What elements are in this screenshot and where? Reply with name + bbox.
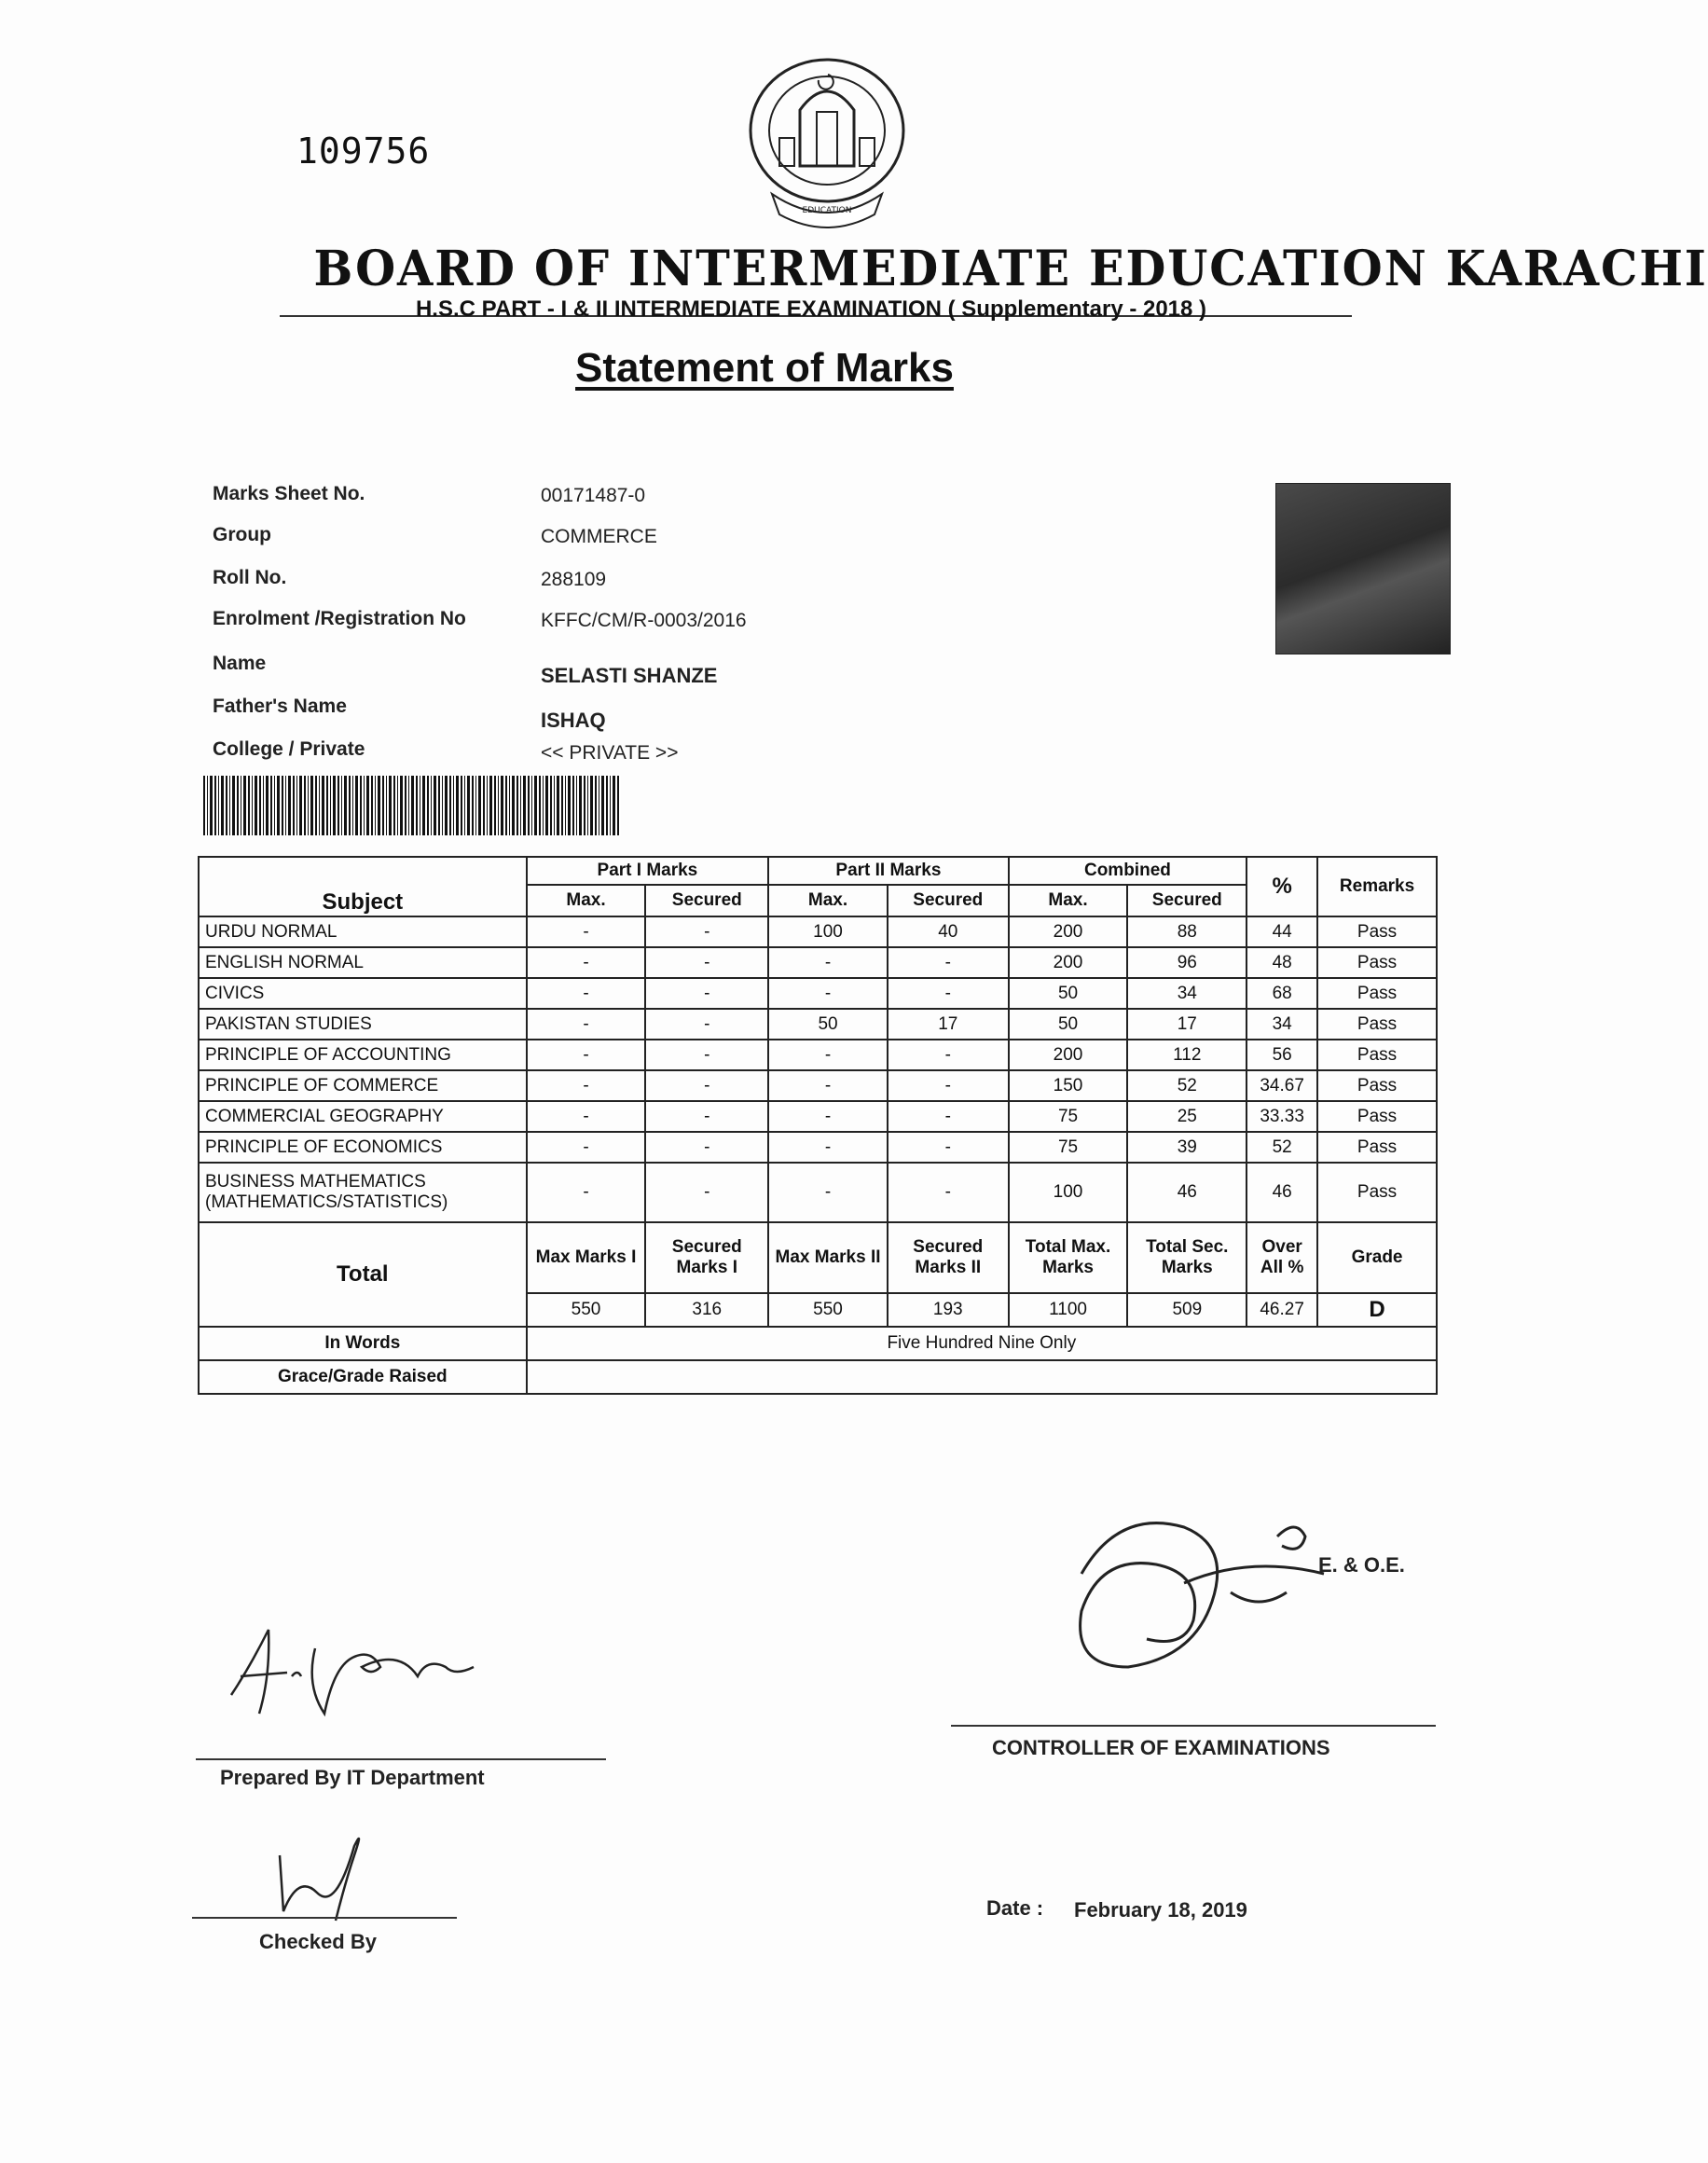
date-label: Date : [986,1896,1044,1920]
cell-p1-max: - [527,1070,646,1101]
cell-remarks: Pass [1317,1009,1437,1040]
subject-name: CIVICS [199,978,527,1009]
subject-name: PRINCIPLE OF COMMERCE [199,1070,527,1101]
cell-pct: 33.33 [1247,1101,1317,1132]
board-logo [744,54,910,237]
cell-p2-sec: - [888,978,1009,1009]
p1-secured-header: Secured [645,885,768,916]
cell-c-max: 75 [1009,1101,1128,1132]
cell-pct: 34.67 [1247,1070,1317,1101]
roll-value: 288109 [541,569,607,590]
grace-label: Grace/Grade Raised [199,1360,527,1394]
cell-c-max: 50 [1009,978,1128,1009]
subject-header: Subject [199,857,527,916]
cell-c-max: 150 [1009,1070,1128,1101]
cell-remarks: Pass [1317,947,1437,978]
cell-p2-sec: - [888,1101,1009,1132]
part2-header: Part II Marks [768,857,1009,885]
cell-p2-sec: - [888,947,1009,978]
cell-p2-max: - [768,1040,888,1070]
c-max-header: Max. [1009,885,1128,916]
cell-p1-max: - [527,1163,646,1222]
cell-remarks: Pass [1317,1040,1437,1070]
prepared-line [196,1758,606,1760]
cell-p2-max: - [768,1101,888,1132]
table-row [199,947,1437,978]
cell-p2-max: - [768,1163,888,1222]
cell-p2-max: 50 [768,1009,888,1040]
total-header-0: Max Marks I [527,1222,646,1293]
cell-c-sec: 34 [1127,978,1247,1009]
cell-p2-sec: - [888,1163,1009,1222]
cell-c-sec: 88 [1127,916,1247,947]
cell-c-sec: 112 [1127,1040,1247,1070]
table-row [199,1009,1437,1040]
father-label: Father's Name [213,696,347,717]
college-label: College / Private [213,738,365,760]
cell-pct: 52 [1247,1132,1317,1163]
cell-pct: 44 [1247,916,1317,947]
cell-remarks: Pass [1317,916,1437,947]
cell-p1-sec: - [645,1163,768,1222]
board-name: BOARD OF INTERMEDIATE EDUCATION KARACHI [313,241,1708,297]
page-title: Statement of Marks [575,345,954,391]
cell-p1-max: - [527,1040,646,1070]
cell-p1-sec: - [645,1040,768,1070]
cell-remarks: Pass [1317,978,1437,1009]
date-value: February 18, 2019 [1074,1898,1247,1922]
subject-name: COMMERCIAL GEOGRAPHY [199,1101,527,1132]
percent-header: % [1247,857,1317,916]
group-label: Group [213,524,271,545]
cell-p1-max: - [527,978,646,1009]
total-label: Total [199,1222,527,1327]
table-row [199,1070,1437,1101]
name-value: SELASTI SHANZE [541,664,718,687]
table-row [199,1101,1437,1132]
controller-signature [1044,1499,1343,1723]
college-value: << PRIVATE >> [541,742,679,764]
cell-c-sec: 25 [1127,1101,1247,1132]
table-row [199,916,1437,947]
subject-name: BUSINESS MATHEMATICS (MATHEMATICS/STATISTICS) [199,1163,527,1222]
total-value-4: 1100 [1009,1293,1128,1327]
total-value-3: 193 [888,1293,1009,1327]
cell-p2-max: 100 [768,916,888,947]
barcode [203,776,621,835]
cell-remarks: Pass [1317,1070,1437,1101]
subject-name: PRINCIPLE OF ECONOMICS [199,1132,527,1163]
total-value-5: 509 [1127,1293,1247,1327]
cell-p2-max: - [768,1132,888,1163]
total-header-2: Max Marks II [768,1222,888,1293]
group-value: COMMERCE [541,526,657,547]
checked-by-label: Checked By [259,1930,377,1953]
total-value-0: 550 [527,1293,646,1327]
checked-signature [261,1827,392,1930]
cell-c-max: 200 [1009,1040,1128,1070]
cell-c-max: 75 [1009,1132,1128,1163]
in-words-label: In Words [199,1327,527,1360]
controller-label: CONTROLLER OF EXAMINATIONS [992,1736,1330,1759]
controller-line [951,1725,1436,1727]
cell-p1-max: - [527,1101,646,1132]
cell-pct: 56 [1247,1040,1317,1070]
cell-remarks: Pass [1317,1163,1437,1222]
enrolment-value: KFFC/CM/R-0003/2016 [541,610,747,631]
svg-text:EDUCATION: EDUCATION [802,206,852,215]
cell-p2-max: - [768,1070,888,1101]
subject-name: ENGLISH NORMAL [199,947,527,978]
total-header-4: Total Max. Marks [1009,1222,1128,1293]
cell-remarks: Pass [1317,1132,1437,1163]
cell-c-max: 200 [1009,916,1128,947]
p1-max-header: Max. [527,885,646,916]
p2-max-header: Max. [768,885,888,916]
total-value-1: 316 [645,1293,768,1327]
table-row [199,1040,1437,1070]
grade-value: D [1317,1293,1437,1327]
remarks-header: Remarks [1317,857,1437,916]
subject-name: PAKISTAN STUDIES [199,1009,527,1040]
cell-p2-sec: - [888,1132,1009,1163]
prepared-signature [213,1611,548,1723]
cell-pct: 68 [1247,978,1317,1009]
roll-label: Roll No. [213,567,287,588]
cell-p1-max: - [527,1009,646,1040]
subject-name: URDU NORMAL [199,916,527,947]
in-words-value: Five Hundred Nine Only [527,1327,1437,1360]
marks-table [198,856,1438,1395]
total-header-1: Secured Marks I [645,1222,768,1293]
total-header-6: Over All % [1247,1222,1317,1293]
cell-p1-sec: - [645,1101,768,1132]
cell-c-sec: 17 [1127,1009,1247,1040]
cell-p1-sec: - [645,1009,768,1040]
total-header-3: Secured Marks II [888,1222,1009,1293]
total-header-7: Grade [1317,1222,1437,1293]
cell-pct: 34 [1247,1009,1317,1040]
cell-pct: 48 [1247,947,1317,978]
cell-p1-max: - [527,916,646,947]
total-header-5: Total Sec. Marks [1127,1222,1247,1293]
subject-name: PRINCIPLE OF ACCOUNTING [199,1040,527,1070]
cell-remarks: Pass [1317,1101,1437,1132]
cell-p2-sec: 40 [888,916,1009,947]
table-row [199,1132,1437,1163]
cell-pct: 46 [1247,1163,1317,1222]
cell-p1-sec: - [645,916,768,947]
grace-value [527,1360,1437,1394]
table-row [199,1163,1437,1222]
combined-header: Combined [1009,857,1247,885]
eoe-label: E. & O.E. [1318,1553,1405,1577]
cell-p1-sec: - [645,1132,768,1163]
marks-sheet-label: Marks Sheet No. [213,483,365,504]
cell-p1-sec: - [645,1070,768,1101]
cell-c-max: 50 [1009,1009,1128,1040]
marks-sheet-value: 00171487-0 [541,485,646,506]
cell-p2-max: - [768,978,888,1009]
cell-c-sec: 52 [1127,1070,1247,1101]
exam-name: H.S.C PART - I & II INTERMEDIATE EXAMINATION ( Supplementary - 2018 ) [415,296,1207,322]
total-value-6: 46.27 [1247,1293,1317,1327]
prepared-by-label: Prepared By IT Department [220,1766,485,1789]
cell-c-max: 200 [1009,947,1128,978]
cell-p1-max: - [527,1132,646,1163]
student-photo [1275,483,1451,654]
serial-number: 109756 [296,131,431,172]
cell-c-max: 100 [1009,1163,1128,1222]
cell-c-sec: 96 [1127,947,1247,978]
cell-p1-sec: - [645,978,768,1009]
cell-c-sec: 46 [1127,1163,1247,1222]
cell-p2-sec: - [888,1040,1009,1070]
cell-p2-sec: - [888,1070,1009,1101]
cell-p2-max: - [768,947,888,978]
checked-line [192,1917,457,1919]
table-row [199,978,1437,1009]
p2-secured-header: Secured [888,885,1009,916]
father-value: ISHAQ [541,709,606,732]
enrolment-label: Enrolment /Registration No [213,608,466,629]
cell-p1-sec: - [645,947,768,978]
cell-c-sec: 39 [1127,1132,1247,1163]
total-value-2: 550 [768,1293,888,1327]
c-secured-header: Secured [1127,885,1247,916]
cell-p1-max: - [527,947,646,978]
part1-header: Part I Marks [527,857,769,885]
name-label: Name [213,653,267,674]
cell-p2-sec: 17 [888,1009,1009,1040]
